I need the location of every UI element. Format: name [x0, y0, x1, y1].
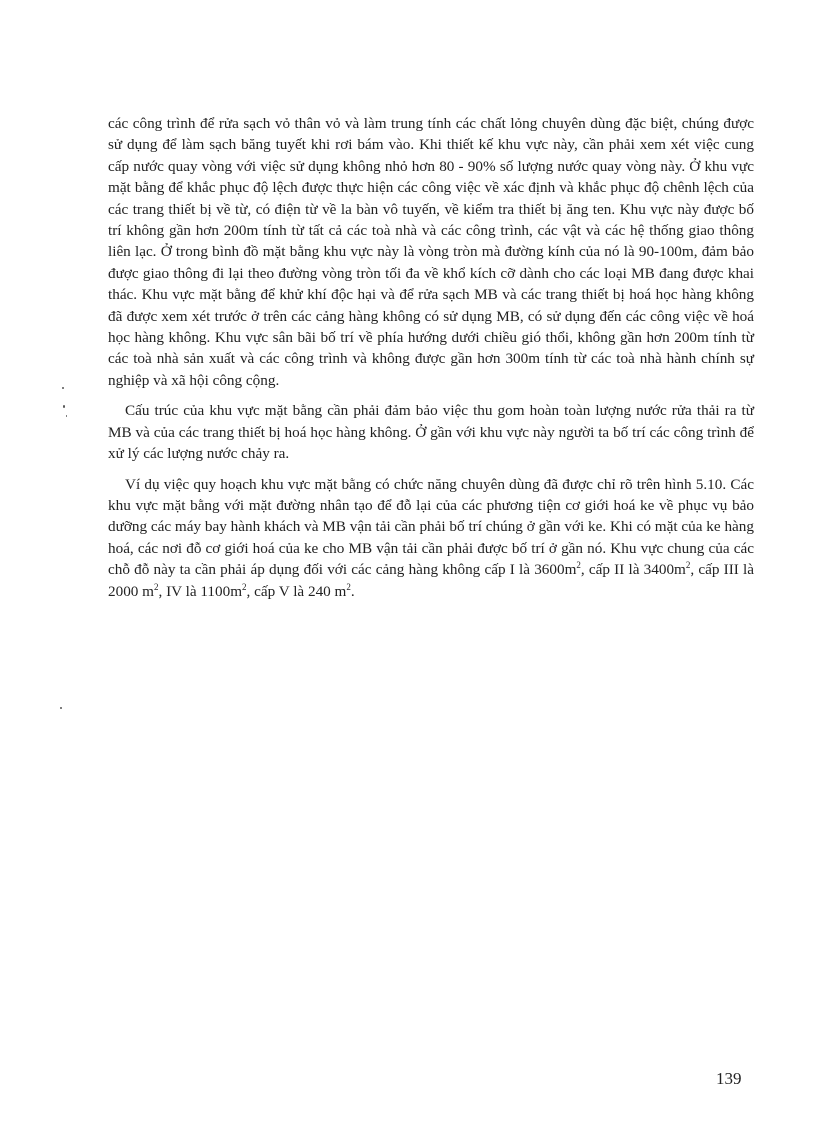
- paragraph-2: Cấu trúc của khu vực mặt bằng cần phải đảm bảo việc thu gom hoàn toàn lượng nước rửa thải ra từ MB và của các trang thiết bị hoá học hàng không. Ở gần với khu vực này người ta bố trí các công trình để xử lý các lượng nước chảy ra.: [108, 402, 754, 463]
- paragraph-3-text: , cấp V là 240 m: [246, 582, 347, 600]
- superscript: 2: [154, 581, 159, 592]
- superscript: 2: [576, 560, 581, 571]
- scan-speck: [63, 405, 65, 408]
- paragraph-3-end: .: [350, 582, 355, 600]
- paragraph-3-text: , cấp III là 2000 m: [108, 561, 754, 600]
- superscript: 2: [685, 560, 691, 571]
- paragraph-3-main: Ví dụ việc quy hoạch khu vực mặt bằng có chức năng chuyên dùng đã được chỉ rõ trên hình 5.10. Các khu vực mặt bằng với mặt đường nhân tạo để đỗ lại của các phương tiện cơ giới hoá ke về phục vụ bảo dưỡng các máy bay hành khách và MB vận tải cần phải bố trí chúng ở gần với ke. Khi có mặt của ke hàng hoá, các nơi đỗ cơ giới hoá của ke cho MB vận tải cần phải được bố trí ở gần nó. Khu vực chung của các chỗ đỗ này ta cần phải áp dụng đối với các cảng hàng không cấp I là 3600m: [108, 475, 754, 579]
- scan-speck: [62, 387, 64, 389]
- document-body: [108, 113, 754, 611]
- paragraph-3-text: , IV là 1100m: [158, 582, 243, 600]
- paragraph-3: [108, 474, 754, 602]
- superscript: 2: [242, 581, 247, 592]
- scan-speck: [60, 707, 62, 709]
- scan-speck: [66, 415, 67, 417]
- page-number: 139: [716, 1069, 742, 1088]
- paragraph-3-text: , cấp II là 3400m: [580, 561, 686, 579]
- paragraph-1: các công trình để rửa sạch vỏ thân vỏ và làm trung tính các chất lỏng chuyên dùng đặc biệt, chúng được sử dụng để làm sạch băng tuyết khi rơi bám vào. Khi thiết kế khu vực này, cần phải xem xét việc cung cấp nước quay vòng với việc sử dụng không nhỏ hơn 80 - 90% số lượng nước quay vòng này. Ở khu vực mặt bằng để khắc phục độ lệch được thực hiện các công việc về xác định và khắc phục độ chênh lệch của các trang thiết bị về từ, có điện từ về la bàn vô tuyến, về kiểm tra thiết bị ăng ten. Khu vực này được bố trí không gần hơn 200m tính từ tất cả các toà nhà và các công trình, các vật và các hệ thống giao thông liên lạc. Ở trong bình đồ mặt bằng khu vực này là vòng tròn mà đường kính của nó là 90-100m, đảm bảo được giao thông đi lại theo đường vòng tròn tối đa về khổ kích cỡ dành cho các loại MB đang được khai thác. Khu vực mặt bằng để khử khí độc hại và để rửa sạch MB và các trang thiết bị hoá học hàng không đã được xem xét trước ở trên các cảng hàng không có sử dụng MB, có sử dụng đến các công việc về hoá học hàng không. Khu vực sân bãi bố trí về phía hướng dưới chiều gió thổi, không gần hơn 200m tính từ các toà nhà sản xuất và các công trình và không được gần hơn 300m tính từ các toà nhà hành chính sự nghiệp và xã hội công cộng.: [108, 115, 754, 389]
- superscript: 2: [346, 581, 351, 592]
